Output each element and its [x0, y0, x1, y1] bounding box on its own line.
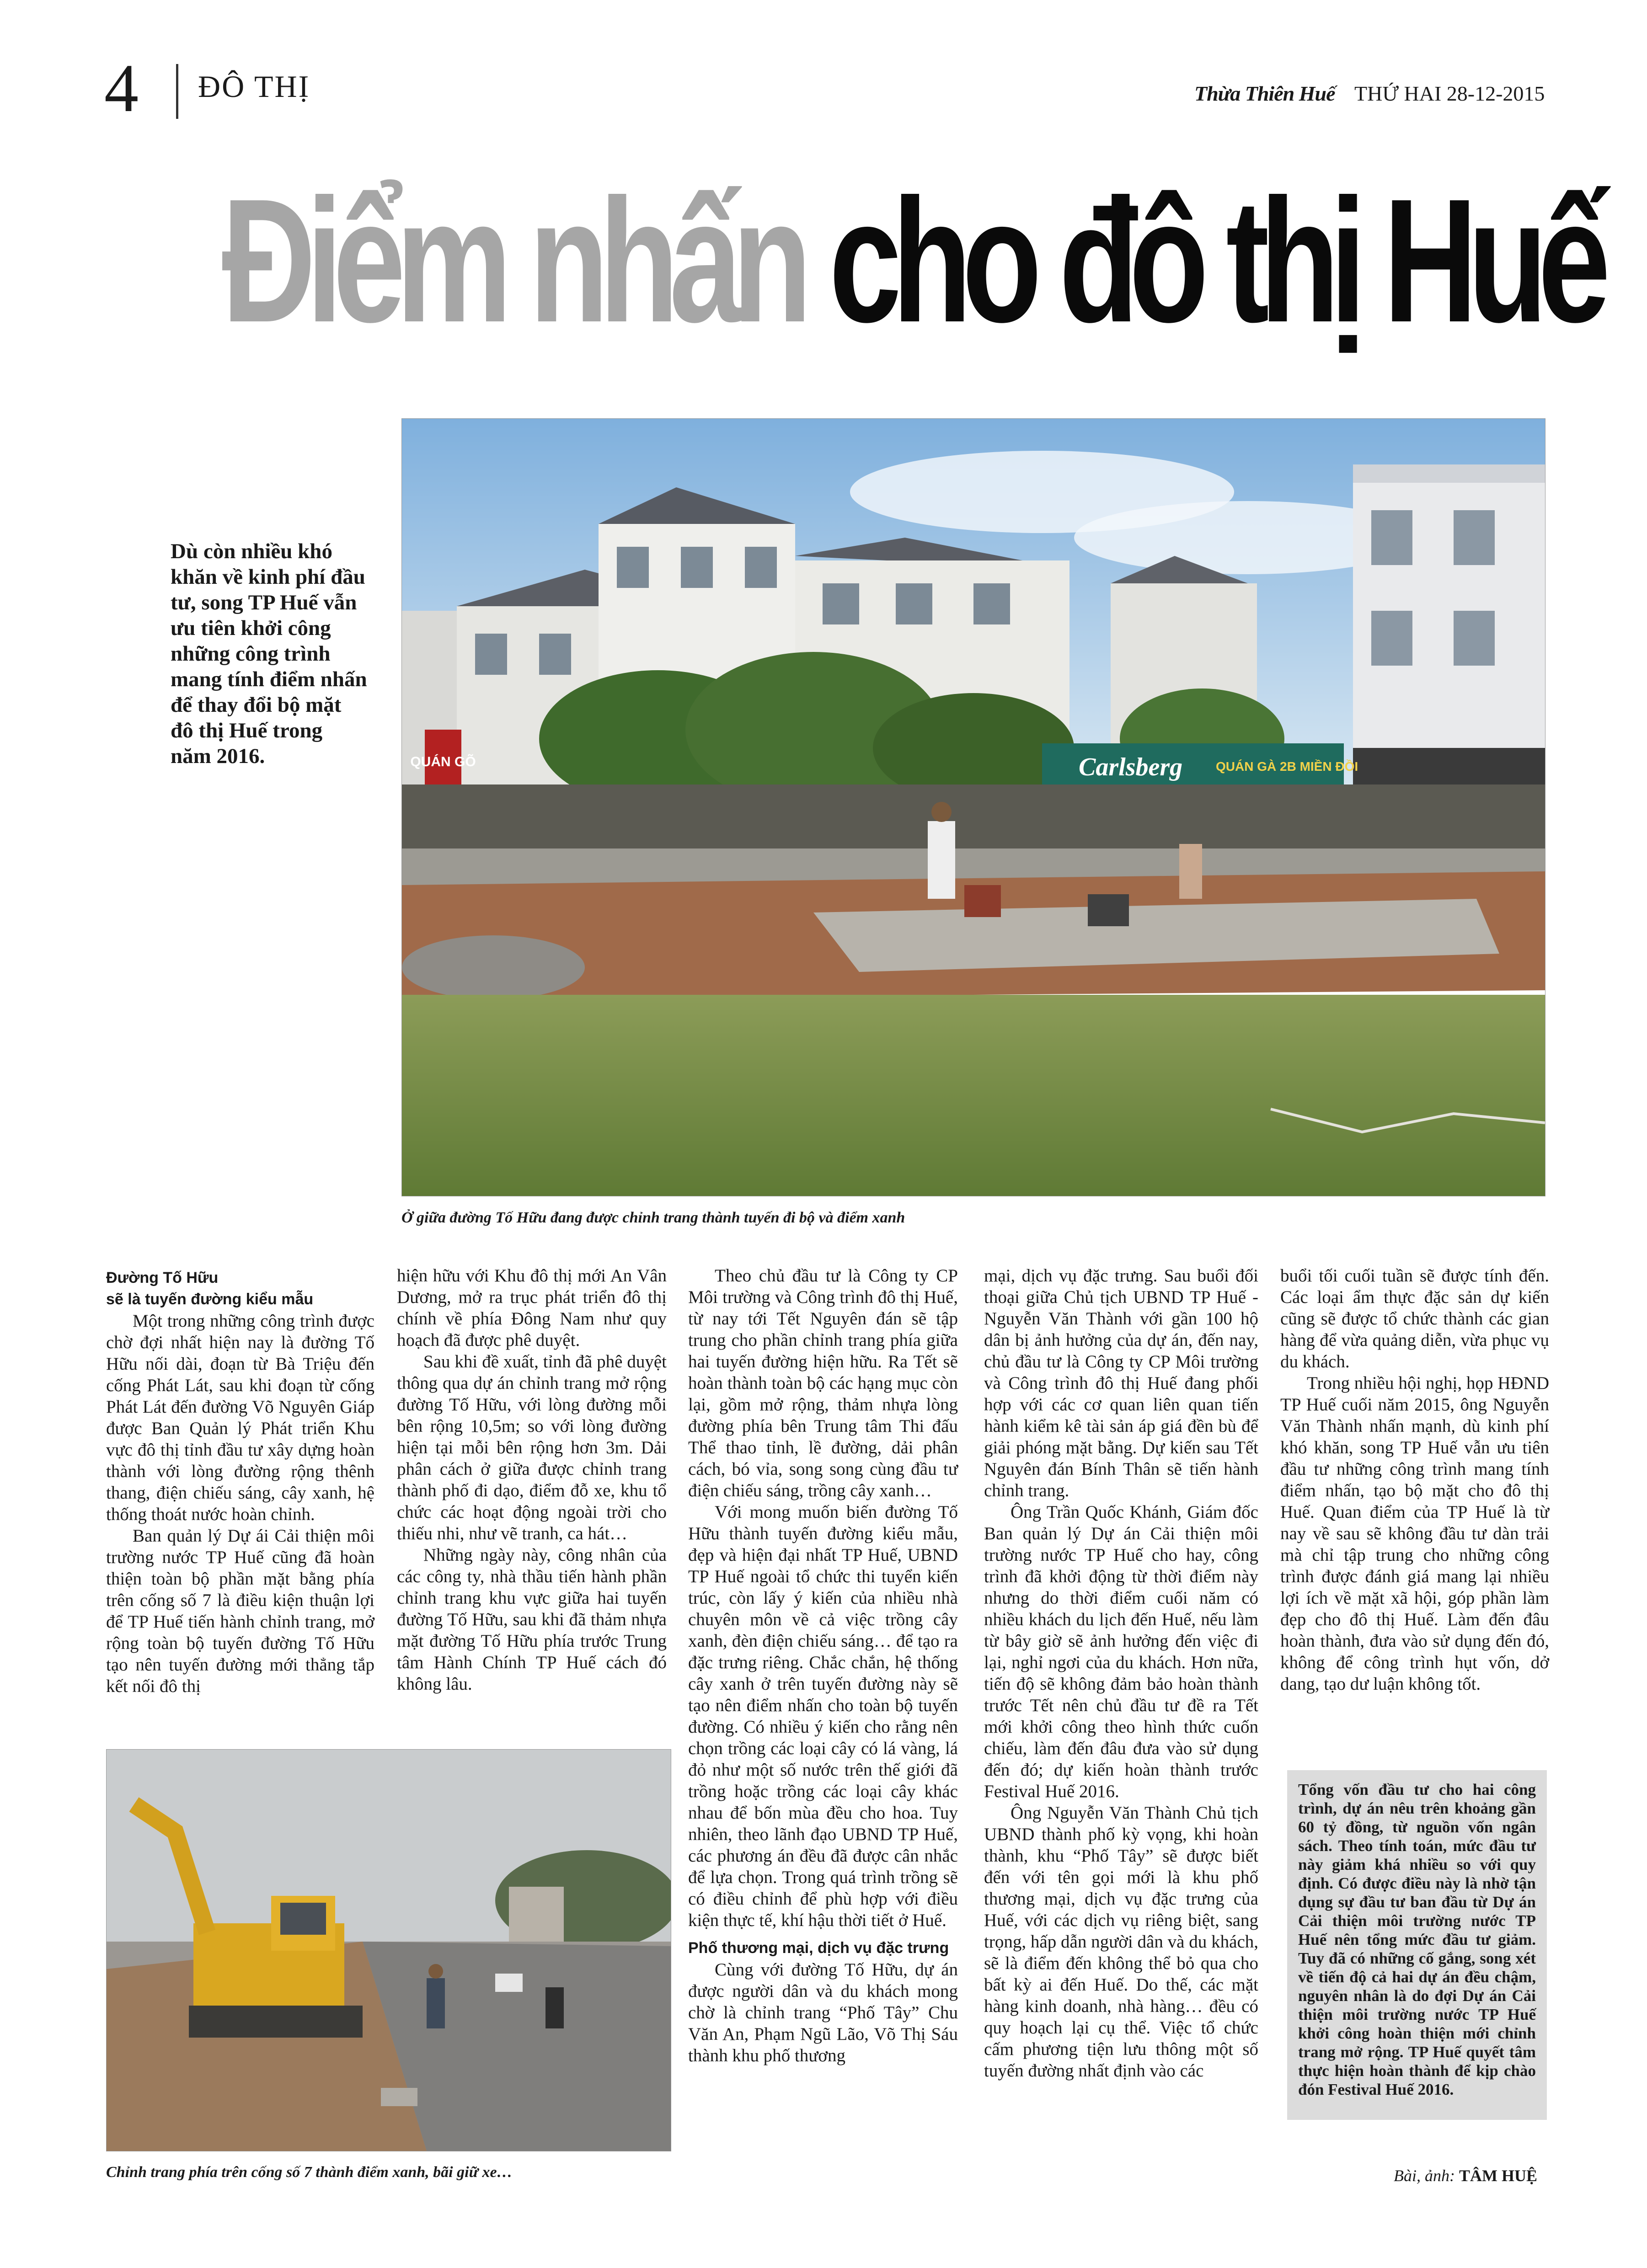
subhead-pho-tay: Phố thương mại, dịch vụ đặc trưng [688, 1939, 949, 1957]
issue-date: THỨ HAI 28-12-2015 [1354, 82, 1545, 105]
paragraph: Cùng với đường Tố Hữu, dự án được người dân và du khách mong chờ là chỉnh trang “Phố Tây” Chu Văn An, Phạm Ngũ Lão, Võ Thị Sáu thành khu phố thương [688, 1960, 958, 2065]
paragraph: Ông Trần Quốc Khánh, Giám đốc Ban quản lý Dự án Cải thiện môi trường nước TP Huế cho hay, công trình đã khởi động từ thời điểm này nhưng do thời điểm cuối năm có nhiều khách du lịch đến Huế, nếu làm từ bây giờ sẽ ảnh hưởng đến việc đi lại, nghỉ ngơi của du khách. Hơn nữa, tiến độ sẽ không đảm bảo hoàn thành trước Tết nên chủ đầu tư đề ra Tết mới khởi công theo hình thức cuốn chiếu, làm đến đâu đưa vào sử dụng đến đó; dự kiến hoàn thành trước Festival Huế 2016. [984, 1502, 1258, 1801]
article-column-2 [397, 1265, 667, 1695]
sign-carlsberg: Carlsberg [1079, 753, 1183, 781]
sign-quan-go: QUÁN GÕ [410, 754, 476, 769]
excavator-road-illustration [107, 1750, 671, 2151]
headline-part-grey: Điểm nhấn [222, 162, 802, 359]
small-photo-caption: Chỉnh trang phía trên cống số 7 thành điểm xanh, bãi giữ xe… [106, 2164, 513, 2181]
article-column-1 [106, 1267, 374, 1697]
byline-label: Bài, ảnh: [1394, 2167, 1455, 2185]
paragraph: mại, dịch vụ đặc trưng. Sau buổi đối thoại giữa Chủ tịch UBND TP Huế - Nguyễn Văn Thành với gần 100 hộ dân bị ảnh hưởng của dự án, đến nay, chủ đầu tư là Công ty CP Môi trường và Công trình đô thị Huế đang phối hợp với các cơ quan liên quan tiến hành kiểm kê tài sản áp giá đền bù để giải phóng mặt bằng. Dự kiến sau Tết Nguyên đán Bính Thân sẽ tiến hành chỉnh trang. [984, 1266, 1258, 1500]
paragraph: Ông Nguyễn Văn Thành Chủ tịch UBND thành phố kỳ vọng, khi hoàn thành, khu “Phố Tây” sẽ được biết đến với tên gọi mới là khu phố thương mại, dịch vụ đặc trưng của Huế, với các dịch vụ riêng biệt, sang trọng, hấp dẫn người dân và du khách, sẽ là điểm đến không thể bỏ qua cho bất kỳ ai đến Huế. Do thế, các mặt hàng kinh doanh, nhà hàng… đều có quy hoạch lại cụ thể. Việc tổ chức cấm phương tiện lưu thông một số tuyến đường nhất định vào các [984, 1803, 1258, 2081]
main-photo [401, 418, 1545, 1196]
paragraph: Sau khi đề xuất, tỉnh đã phê duyệt thông qua dự án chỉnh trang mở rộng đường Tố Hữu, với lòng đường mỗi bên rộng 10,5m; so với lòng đường hiện tại mỗi bên rộng hơn 3m. Dải phân cách ở giữa được chỉnh trang thành phố đi dạo, điểm đỗ xe, khu tổ chức các hoạt động ngoài trời cho thiếu nhi, như vẽ tranh, ca hát… [397, 1352, 667, 1543]
paragraph: buổi tối cuối tuần sẽ được tính đến. Các loại ẩm thực đặc sản dự kiến cũng sẽ được tổ chức thành các gian hàng để vừa quảng diễn, vừa phục vụ du khách. [1280, 1266, 1549, 1371]
paragraph: Theo chủ đầu tư là Công ty CP Môi trường và Công trình đô thị Huế, từ nay tới Tết Nguyên đán sẽ tập trung cho phần chỉnh trang phía giữa hai tuyến đường hiện hữu. Ra Tết sẽ hoàn thành toàn bộ các hạng mục còn lại, gồm mở rộng, thảm nhựa lòng đường phía bên Trung tâm Thi đấu Thể thao tỉnh, lề đường, dải phân cách, bó vỉa, song song cùng đầu tư điện chiếu sáng, trồng cây xanh… [688, 1266, 958, 1500]
lede-summary: Dù còn nhiều khó khăn về kinh phí đầu tư, song TP Huế vẫn ưu tiên khởi công những công trình mang tính điểm nhấn để thay đổi bộ mặt đô thị Huế trong năm 2016. [171, 539, 367, 768]
article-column-3 [688, 1265, 958, 2066]
sign-quan-ga: QUÁN GÀ 2B MIỀN ĐỒI [1216, 759, 1358, 774]
byline [1394, 2166, 1537, 2185]
section-title: ĐÔ THỊ [198, 69, 310, 104]
header-divider [176, 64, 178, 119]
article-column-5 [1280, 1265, 1549, 1695]
headline [222, 162, 1601, 359]
sidebar-info-box: Tổng vốn đầu tư cho hai công trình, dự án nêu trên khoảng gần 60 tỷ đồng, từ nguồn vốn ngân sách. Theo tính toán, mức đầu tư này giảm khá nhiều so với quy định. Có được điều này là nhờ tận dụng sự đầu tư ban đầu từ Dự án Cải thiện môi trường nước TP Huế nên tổng mức đầu tư giảm. Tuy đã có những cố gắng, song xét về tiến độ cả hai dự án đều chậm, nguyên nhân là do đợi Dự án Cải thiện môi trường nước TP Huế khởi công hoàn thiện mới chỉnh trang mở rộng. TP Huế quyết tâm thực hiện hoàn thành để kịp chào đón Festival Huế 2016. [1287, 1770, 1547, 2120]
subhead-to-huu-2: sẽ là tuyến đường kiểu mẫu [106, 1291, 314, 1308]
subhead-to-huu: Đường Tố Hữu [106, 1269, 219, 1286]
street-construction-illustration [402, 419, 1545, 1196]
small-photo [106, 1749, 671, 2151]
headline-part-black: cho đô thị Huế [829, 162, 1601, 359]
paragraph: Ban quản lý Dự ái Cải thiện môi trường nước TP Huế cũng đã hoàn thiện toàn bộ phần mặt bằng phía trên cống số 7 là điều kiện thuận lợi để TP Huế tiến hành chỉnh trang, mở rộng toàn bộ tuyến đường Tố Hữu tạo nên tuyến đường mới thẳng tắp kết nối đô thị [106, 1526, 374, 1696]
paragraph: Những ngày này, công nhân của các công ty, nhà thầu tiến hành phần chỉnh trang khu vực giữa hai tuyến đường Tố Hữu, sau khi đã thảm nhựa mặt đường Tố Hữu phía trước Trung tâm Hành Chính TP Huế cách đó không lâu. [397, 1545, 667, 1694]
paragraph: Trong nhiều hội nghị, họp HĐND TP Huế cuối năm 2015, ông Nguyễn Văn Thành nhấn mạnh, dù kinh phí khó khăn, song TP Huế vẫn ưu tiên đầu tư những công trình mang tính điểm nhấn, tạo bộ mặt cho đô thị Huế. Quan điểm của TP Huế là từ nay về sau sẽ không đầu tư dàn trải mà chỉ tập trung cho những công trình được đánh giá mang lại nhiều lợi ích về mặt xã hội, góp phần làm đẹp cho đô thị Huế. Làm đến đâu hoàn thành, đưa vào sử dụng đến đó, không để công trình hụt vốn, dở dang, tạo dư luận không tốt. [1280, 1373, 1549, 1694]
main-photo-caption: Ở giữa đường Tố Hữu đang được chỉnh trang thành tuyến đi bộ và điểm xanh [401, 1209, 905, 1226]
paragraph: Một trong những công trình được chờ đợi nhất hiện nay là đường Tố Hữu nối dài, đoạn từ Bà Triệu đến cống Phát Lát, sau khi đoạn từ cống Phát Lát đến đường Võ Nguyên Giáp được Ban Quản lý Phát triển Khu vực đô thị tỉnh đầu tư xây dựng hoàn thành với lòng đường rộng thênh thang, điện chiếu sáng, cây xanh, hệ thống thoát nước hoàn chỉnh. [106, 1311, 374, 1524]
newspaper-name: Thừa Thiên Huế [1194, 82, 1335, 105]
byline-author: TÂM HUỆ [1459, 2167, 1537, 2185]
paragraph: Với mong muốn biến đường Tố Hữu thành tuyến đường kiểu mẫu, đẹp và hiện đại nhất TP Huế, UBND TP Huế ngoài tổ chức thi tuyển kiến trúc, còn lấy ý kiến của nhiều nhà chuyên môn về cả việc trồng cây xanh, đèn điện chiếu sáng… để tạo ra đặc trưng riêng. Chắc chắn, hệ thống cây xanh ở trên tuyến đường này sẽ tạo nên điểm nhấn cho toàn bộ tuyến đường. Có nhiều ý kiến cho rằng nên chọn trồng các loại cây có lá vàng, lá đỏ như một số nước trên thế giới đã trồng hoặc trồng các loại cây khác nhau để bốn mùa đều cho hoa. Tuy nhiên, theo lãnh đạo UBND TP Huế, các phương án đều đã được cân nhắc để lựa chọn. Trong quá trình trồng sẽ có điều chỉnh để phù hợp với điều kiện thực tế, khí hậu thời tiết ở Huế. [688, 1502, 958, 1930]
paragraph: hiện hữu với Khu đô thị mới An Vân Dương, mở ra trục phát triển đô thị chính về phía Đông Nam như quy hoạch đã được phê duyệt. [397, 1266, 667, 1350]
page-number: 4 [104, 50, 139, 126]
article-column-4 [984, 1265, 1258, 2081]
